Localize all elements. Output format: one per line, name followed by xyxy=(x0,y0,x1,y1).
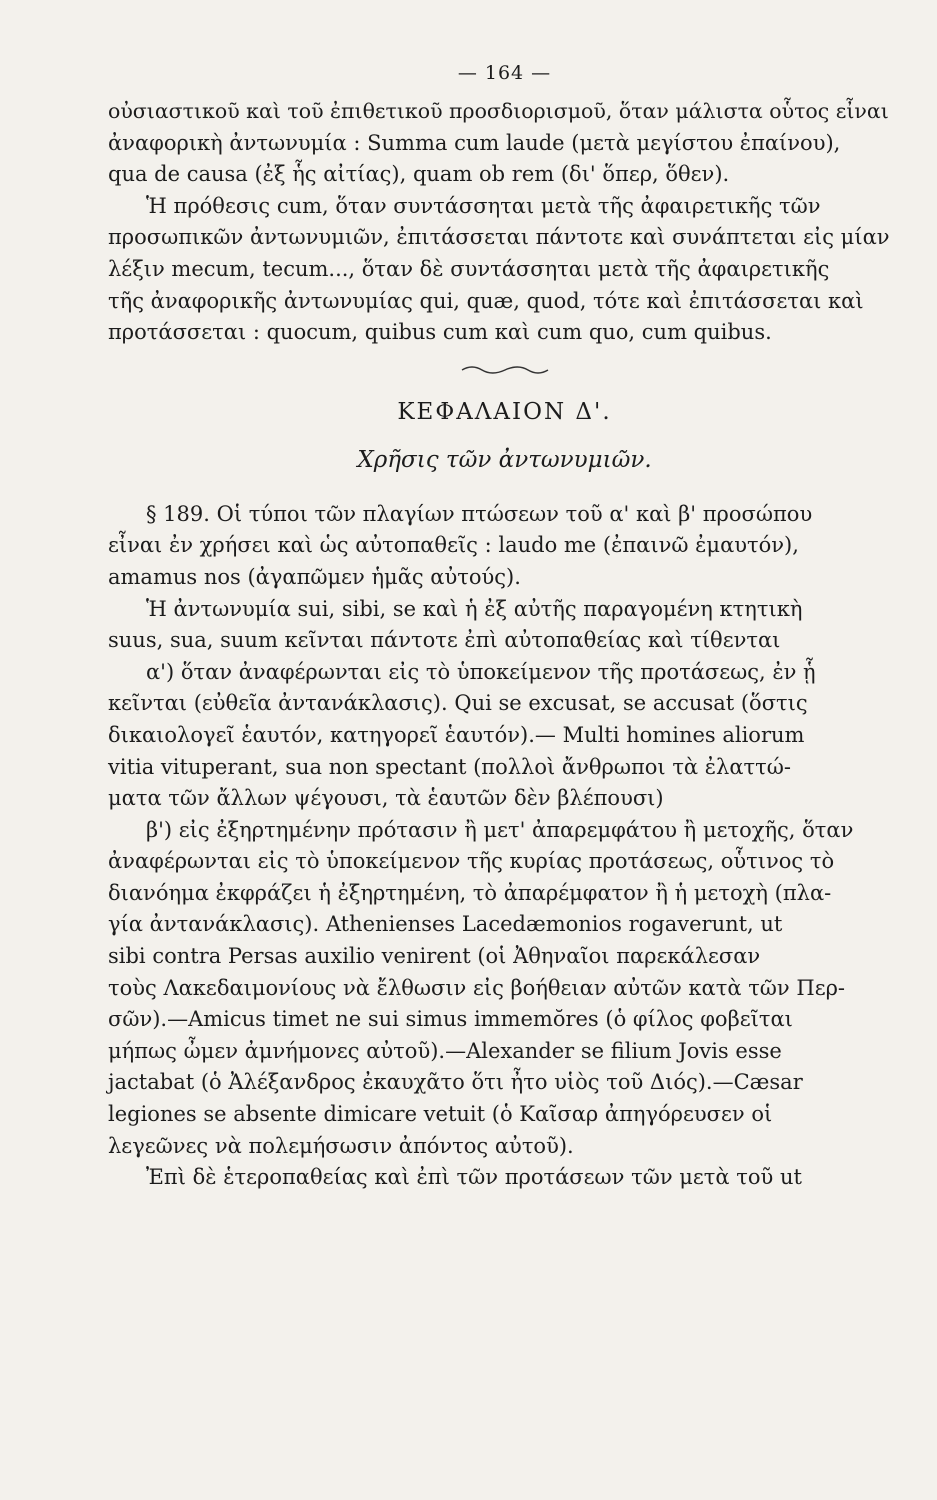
text-line: Ἡ ἀντωνυμία sui, sibi, se καὶ ἡ ἐξ αὐτῆς παραγομένη κτητικὴ xyxy=(146,596,803,621)
text-line: διανόημα ἐκφράζει ἡ ἐξηρτημένη, τὸ ἀπαρέμφατον ἢ ἡ μετοχὴ (πλα- xyxy=(108,880,832,905)
paragraph-indirect-reflection xyxy=(108,815,901,1163)
paragraph-preposition-cum xyxy=(108,191,901,349)
text-line: suus, sua, suum κεῖνται πάντοτε ἐπὶ αὐτοπαθείας καὶ τίθενται xyxy=(108,628,781,653)
text-line: τοὺς Λακεδαιμονίους νὰ ἔλθωσιν εἰς βοήθειαν αὐτῶν κατὰ τῶν Περ- xyxy=(108,975,846,1000)
text-line: προτάσσεται : quocum, quibus cum καὶ cum quo, cum quibus. xyxy=(108,320,772,345)
text-line: γία ἀντανάκλασις). Athenienses Lacedæmonios rogaverunt, ut xyxy=(108,912,783,937)
text-line: jactabat (ὁ Ἀλέξανδρος ἐκαυχᾶτο ὅτι ἦτο υἱὸς τοῦ Διός).—Cæsar xyxy=(108,1070,803,1095)
paragraph-direct-reflection xyxy=(108,657,901,815)
paragraph-section-189 xyxy=(108,499,901,594)
text-line: amamus nos (ἀγαπῶμεν ἡμᾶς αὐτούς). xyxy=(108,564,521,589)
text-line: α') ὅταν ἀναφέρωνται εἰς τὸ ὑποκείμενον τῆς προτάσεως, ἐν ᾗ xyxy=(146,659,816,684)
text-line: sibi contra Persas auxilio venirent (οἱ Ἀθηναῖοι παρεκάλεσαν xyxy=(108,944,761,969)
text-line: τῆς ἀναφορικῆς ἀντωνυμίας qui, quæ, quod, τότε καὶ ἐπιτάσσεται καὶ xyxy=(108,288,864,313)
paragraph-reflexive-pronoun xyxy=(108,594,901,657)
text-line: οὐσιαστικοῦ καὶ τοῦ ἐπιθετικοῦ προσδιορισμοῦ, ὅταν μάλιστα οὗτος εἶναι xyxy=(108,99,889,123)
paragraph-heteropathy xyxy=(108,1162,901,1194)
paragraph-cum-relative xyxy=(108,96,901,191)
text-line: εἶναι ἐν χρήσει καὶ ὡς αὐτοπαθεῖς : laudo me (ἐπαινῶ ἐμαυτόν), xyxy=(108,533,799,558)
text-line: ἀναφέρωνται εἰς τὸ ὑποκείμενον τῆς κυρίας προτάσεως, οὗτινος τὸ xyxy=(108,849,835,874)
text-line: β') εἰς ἐξηρτημένην πρότασιν ἢ μετ' ἀπαρεμφάτου ἢ μετοχῆς, ὅταν xyxy=(146,817,854,842)
page-number: — 164 — xyxy=(457,62,552,84)
text-line: ματα τῶν ἄλλων ψέγουσι, τὰ ἑαυτῶν δὲν βλέπουσι) xyxy=(108,786,664,811)
text-line: Ἐπὶ δὲ ἑτεροπαθείας καὶ ἐπὶ τῶν προτάσεων τῶν μετὰ τοῦ ut xyxy=(146,1165,802,1190)
text-line: Ἡ πρόθεσις cum, ὅταν συντάσσηται μετὰ τῆς ἀφαιρετικῆς τῶν xyxy=(146,193,821,218)
text-line: προσωπικῶν ἀντωνυμιῶν, ἐπιτάσσεται πάντοτε καὶ συνάπτεται εἰς μίαν xyxy=(108,225,890,250)
section-divider-ornament xyxy=(460,363,550,377)
text-line: λέξιν mecum, tecum..., ὅταν δὲ συντάσσηται μετὰ τῆς ἀφαιρετικῆς xyxy=(108,256,830,281)
text-line: δικαιολογεῖ ἑαυτόν, κατηγορεῖ ἑαυτόν).— Multi homines aliorum xyxy=(108,722,805,747)
text-line: § 189. Οἱ τύποι τῶν πλαγίων πτώσεων τοῦ α' καὶ β' προσώπου xyxy=(146,501,813,526)
text-line: ἀναφορικὴ ἀντωνυμία : Summa cum laude (μετὰ μεγίστου ἐπαίνου), xyxy=(108,130,841,155)
chapter-title: ΚΕΦΑΛΑΙΟΝ Δ'. xyxy=(397,398,612,425)
chapter-subtitle: Χρῆσις τῶν ἀντωνυμιῶν. xyxy=(357,446,652,473)
text-line: qua de causa (ἐξ ἧς αἰτίας), quam ob rem (δι' ὅπερ, ὅθεν). xyxy=(108,162,730,187)
text-line: μήπως ὦμεν ἀμνήμονες αὐτοῦ).—Alexander se filium Jovis esse xyxy=(108,1038,782,1063)
text-line: κεῖνται (εὐθεῖα ἀντανάκλασις). Qui se excusat, se accusat (ὅστις xyxy=(108,691,808,716)
text-line: λεγεῶνες νὰ πολεμήσωσιν ἀπόντος αὐτοῦ). xyxy=(108,1133,574,1158)
text-line: vitia vituperant, sua non spectant (πολλοὶ ἄνθρωποι τὰ ἐλαττώ- xyxy=(108,754,792,779)
text-line: σῶν).—Amicus timet ne sui simus immemŏres (ὁ φίλος φοβεῖται xyxy=(108,1007,793,1032)
text-line: legiones se absente dimicare vetuit (ὁ Καῖσαρ ἀπηγόρευσεν οἱ xyxy=(108,1102,773,1127)
